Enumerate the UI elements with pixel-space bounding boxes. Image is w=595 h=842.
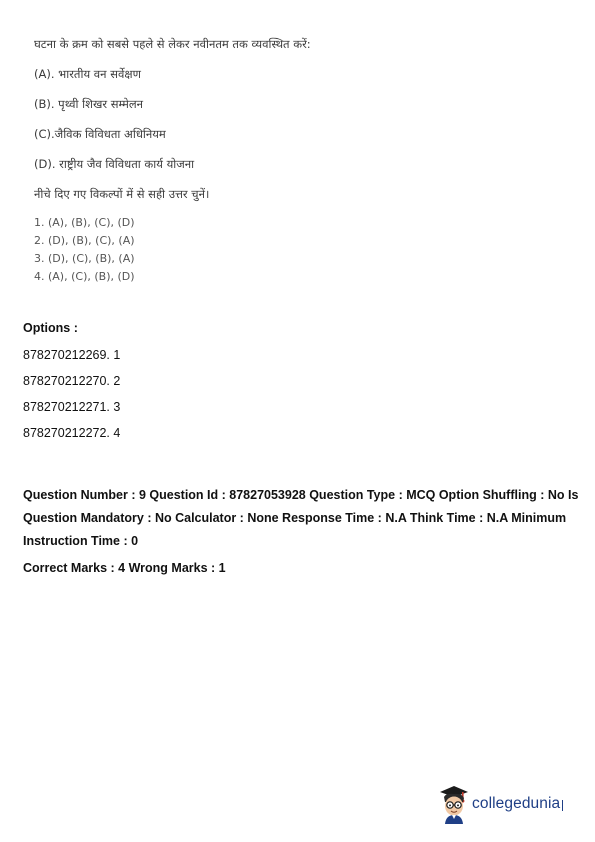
statement-c: (C).जैविक विविधता अधिनियम — [34, 127, 166, 141]
graduate-mascot-icon — [436, 784, 470, 824]
question-text: घटना के क्रम को सबसे पहले से लेकर नवीनतम तक व्यवस्थित करें: — [34, 37, 311, 51]
answer-choice-3: 3. (D), (C), (B), (A) — [34, 252, 135, 265]
statement-d: (D). राष्ट्रीय जैव विविधता कार्य योजना — [34, 157, 195, 171]
answer-choice-2: 2. (D), (B), (C), (A) — [34, 234, 135, 247]
logo-trademark-bar — [562, 800, 563, 811]
collegedunia-logo — [436, 784, 563, 824]
metadata-line-1: Question Number : 9 Question Id : 87827053928 Question Type : MCQ Option Shuffling : No Is — [23, 488, 579, 502]
marks-line: Correct Marks : 4 Wrong Marks : 1 — [23, 561, 226, 575]
option-id-3: 878270212271. 3 — [23, 400, 121, 414]
logo-wordmark: collegedunia — [472, 795, 561, 812]
question-block — [34, 36, 574, 286]
statement-b: (B). पृथ्वी शिखर सम्मेलन — [34, 97, 144, 111]
question-metadata — [23, 484, 583, 580]
options-block — [23, 321, 583, 452]
option-id-2: 878270212270. 2 — [23, 374, 121, 388]
question-instruction: नीचे दिए गए विकल्पों में से सही उत्तर चुनें। — [34, 187, 210, 201]
metadata-line-2: Question Mandatory : No Calculator : None Response Time : N.A Think Time : N.A Minimum — [23, 511, 567, 525]
statement-a: (A). भारतीय वन सर्वेक्षण — [34, 67, 141, 81]
answer-choice-1: 1. (A), (B), (C), (D) — [34, 216, 135, 229]
metadata-line-3: Instruction Time : 0 — [23, 534, 139, 548]
options-heading: Options : — [23, 321, 78, 335]
option-id-1: 878270212269. 1 — [23, 348, 121, 362]
answer-choices — [34, 214, 574, 286]
answer-choice-4: 4. (A), (C), (B), (D) — [34, 270, 135, 283]
option-id-4: 878270212272. 4 — [23, 426, 121, 440]
